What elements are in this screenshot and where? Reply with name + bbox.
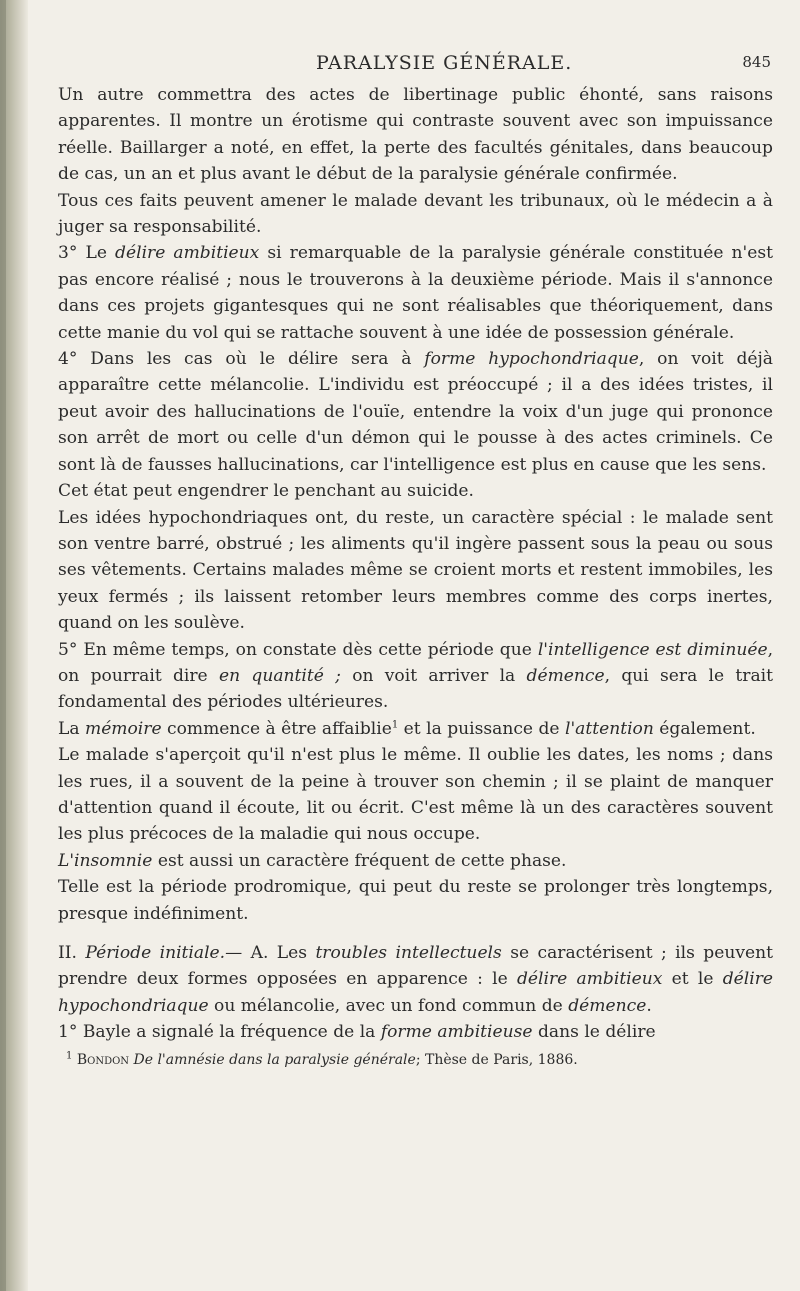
term-delire-ambitieux-2: délire ambitieux <box>516 969 663 990</box>
term-troubles-intellectuels: troubles intellectuels <box>315 943 502 963</box>
section-heading-periode-initiale: Période initiale. <box>85 943 226 963</box>
book-page <box>58 52 773 1070</box>
binding-shadow <box>0 0 6 1291</box>
footnote-author: Bondon <box>76 1051 130 1068</box>
paragraph-periode-initiale: II. Période initiale.— A. Les troubles intellectuels se caractérisent ; ils peuvent prendre deux formes opposées en apparence : le délire ambitieux et le délire hypochondriaque ou mélancolie, avec un fond commun de démence. <box>58 943 774 1016</box>
footnote-reference[interactable]: 1 <box>391 719 399 731</box>
paragraph-forme-hypochondriaque: 4° Dans les cas où le délire sera à forme hypochondriaque, on voit déjà apparaître cette mélancolie. L'individu est préoccupé ; il a des idées tristes, il peut avoir des hallucinations de l'ouïe, entendre la voix d'un juge qui prononce son arrêt de mort ou celle d'un démon qui le pousse à des actes criminels. Ce sont là de fausses hallucinations, car l'intelligence est plus en cause que les sens. <box>58 349 773 475</box>
page-number: 845 <box>742 53 771 71</box>
term-attention: l'attention <box>564 718 654 739</box>
paragraph-periode-prodromique: Telle est la période prodromique, qui peut du reste se prolonger très longtemps, presque indéfiniment. <box>58 877 773 924</box>
term-demence-2: démence <box>568 995 647 1016</box>
footnote <box>58 1050 773 1070</box>
paragraph-oubli: Le malade s'aperçoit qu'il n'est plus le même. Il oublie les dates, les noms ; dans les rues, il a souvent de la peine à trouver son chemin ; il se plaint de manquer d'attention quand il écoute, lit ou écrit. C'est même là un des caractères souvent les plus précoces de la maladie qui nous occupe. <box>58 745 773 845</box>
item-number: 1° <box>58 1022 78 1043</box>
term-delire-ambitieux: délire ambitieux <box>115 243 260 264</box>
paragraph-tribunaux: Tous ces faits peuvent amener le malade devant les tribunaux, où le médecin a à juger sa responsabilité. <box>58 190 773 238</box>
footnote-mark: 1 <box>66 1049 73 1061</box>
term-forme-ambitieuse: forme ambitieuse <box>380 1022 533 1043</box>
term-demence: démence <box>526 665 605 686</box>
footnote-source: ; Thèse de Paris, 1886. <box>415 1051 578 1068</box>
paragraph-intelligence: 5° En même temps, on constate dès cette période que l'intelligence est diminuée, on pourrait dire en quantité ; on voit arriver la démence, qui sera le trait fondamental des périodes ultérieures. <box>58 639 774 713</box>
item-number: 4° <box>58 349 78 370</box>
paragraph-bayle: 1° Bayle a signalé la fréquence de la forme ambitieuse dans le délire <box>58 1022 656 1043</box>
paragraph-suicide: Cet état peut engendrer le penchant au suicide. <box>58 481 474 502</box>
paragraph-insomnie: L'insomnie est aussi un caractère fréquent de cette phase. <box>58 850 567 871</box>
term-forme-hypochondriaque: forme hypochondriaque <box>424 349 639 370</box>
term-intelligence: l'intelligence est diminuée <box>537 639 768 660</box>
item-number: 3° <box>58 243 78 264</box>
running-head <box>58 52 773 82</box>
paragraph-idees-hypochondriaques: Les idées hypochondriaques ont, du reste, un caractère spécial : le malade sent son ventre barré, obstrué ; les aliments qu'il ingère passent sous la peau ou sous ses vêtements. Certains malades même se croient morts et restent immobiles, les yeux fermés ; ils laissent retomber leurs membres comme des corps inertes, quand on les soulève. <box>58 507 773 634</box>
paragraph-memoire: La mémoire commence à être affaiblie$^1$ et la puissance de l'attention également. <box>58 718 756 739</box>
item-number: 5° <box>58 639 78 660</box>
paragraph-delire-ambitieux: 3° Le délire ambitieux si remarquable de la paralysie générale constituée n'est pas encore réalisé ; nous le trouverons à la deuxième période. Mais il s'annonce dans ces projets gigantesques qui ne sont réalisables que théoriquement, dans cette manie du vol qui se rattache souvent à une idée de possession générale. <box>58 243 773 343</box>
term-delire-hypochondriaque: délire hypochondriaque <box>58 969 774 1016</box>
running-title: PARALYSIE GÉNÉRALE. <box>316 52 573 74</box>
paragraph-libertinage: Un autre commettra des actes de libertinage public éhonté, sans raisons apparentes. Il montre un érotisme qui contraste souvent avec son impuissance réelle. Baillarger a noté, en effet, la perte des facultés génitales, dans beaucoup de cas, un an et plus avant le début de la paralysie générale confirmée. <box>58 85 773 185</box>
footnote-title: De l'amnésie dans la paralysie générale <box>133 1051 416 1068</box>
term-memoire: mémoire <box>84 718 162 739</box>
term-quantite: en quantité ; <box>218 665 341 686</box>
term-insomnie: L'insomnie <box>58 850 153 871</box>
